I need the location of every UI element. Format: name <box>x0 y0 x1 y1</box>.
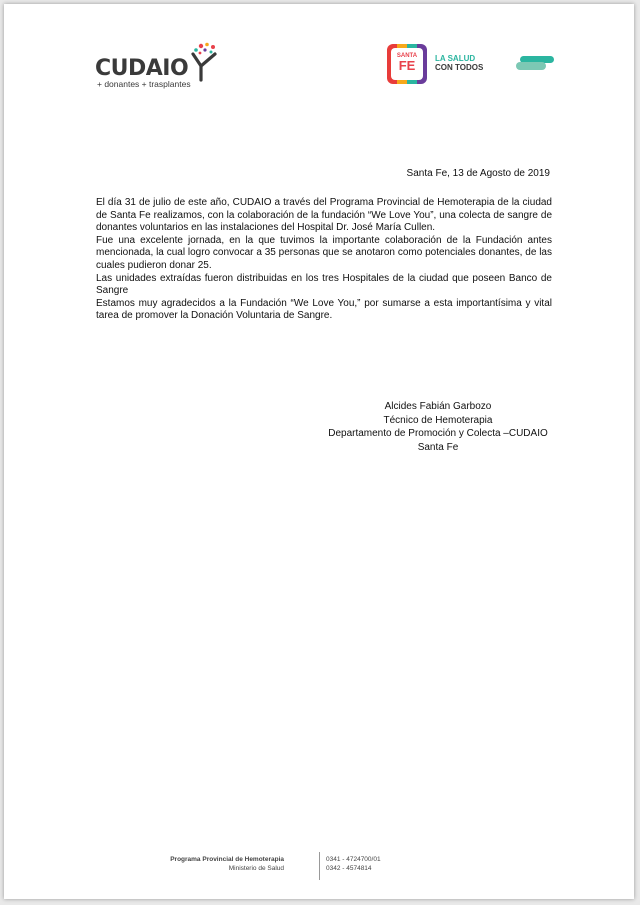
slogan-line-1: LA SALUD <box>435 54 476 63</box>
signer-department: Departamento de Promoción y Colecta –CUDAIO <box>328 428 548 439</box>
provincial-pill-logo-icon <box>516 54 556 74</box>
footer-divider <box>319 852 320 880</box>
cudaio-figure-icon <box>187 42 221 82</box>
cudaio-logo <box>95 42 225 92</box>
letter-footer <box>170 852 434 882</box>
footer-phone-1: 0341 - 4724700/01 <box>326 856 381 863</box>
paragraph: El día 31 de julio de este año, CUDAIO a través del Programa Provincial de Hemoterapia de la ciudad de Santa Fe realizamos, con la colaboración de la fundación “We Love You”, una colecta de sangre de donantes voluntarios en las instalaciones del Hospital Dr. José María Cullen. <box>96 197 552 234</box>
santa-fe-logo <box>387 44 497 86</box>
footer-phone-2: 0342 - 4574814 <box>326 865 372 872</box>
paragraph: Fue una excelente jornada, en la que tuvimos la importante colaboración de la Fundación antes mencionada, la cual logro convocar a 35 personas que se anotaron como potenciales donantes, de las cuales pudieron donar 25. <box>96 234 552 271</box>
letter-page <box>4 4 634 899</box>
letter-body <box>96 197 552 323</box>
paragraph: Estamos muy agradecidos a la Fundación “We Love You,” por sumarse a esta importantísima y vital tarea de promover la Donación Voluntaria de Sangre. <box>96 297 552 322</box>
signer-name: Alcides Fabián Garbozo <box>384 401 492 412</box>
cudaio-name: CUDAIO <box>95 56 189 81</box>
santa-fe-slogan <box>435 54 483 72</box>
cudaio-tagline: + donantes + trasplantes <box>97 79 191 89</box>
footer-ministry: Ministerio de Salud <box>228 865 284 872</box>
paragraph: Las unidades extraídas fueron distribuidas en los tres Hospitales de la ciudad que poseen Banco de Sangre <box>96 272 552 297</box>
footer-program-info <box>170 855 284 873</box>
badge-small-text: SANTA <box>396 53 418 59</box>
santa-fe-badge <box>387 44 427 84</box>
signature-block <box>304 400 572 454</box>
letter-date: Santa Fe, 13 de Agosto de 2019 <box>406 168 550 179</box>
signer-role: Técnico de Hemoterapia <box>383 414 493 426</box>
footer-phones <box>326 855 381 873</box>
signer-city: Santa Fe <box>417 441 459 453</box>
footer-program: Programa Provincial de Hemoterapia <box>170 856 284 863</box>
badge-big-text: FE <box>398 58 416 73</box>
slogan-line-2: CON TODOS <box>435 63 484 72</box>
